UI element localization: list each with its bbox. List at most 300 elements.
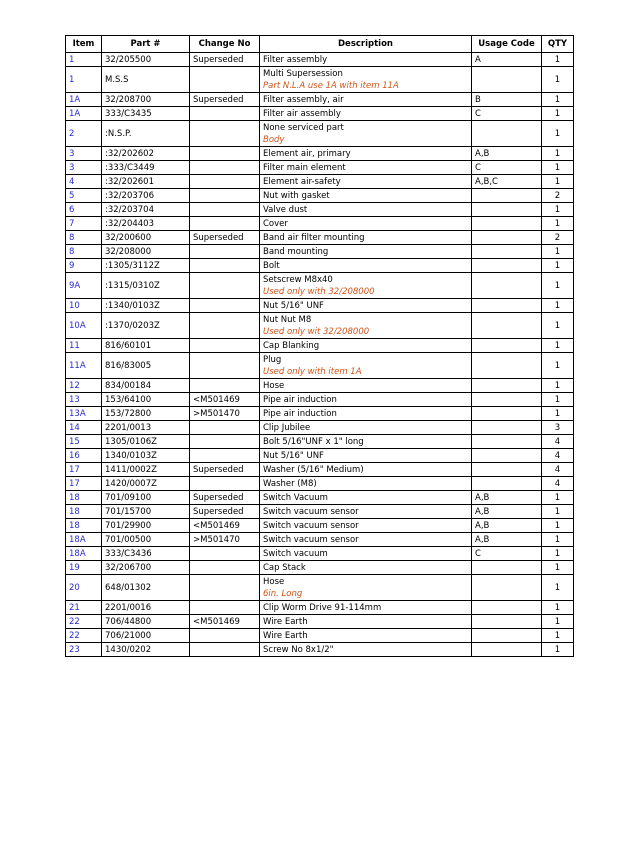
change-no-cell [190,299,260,313]
item-cell: 5 [66,189,102,203]
description-text: Wire Earth [263,616,308,627]
item-cell: 21 [66,601,102,615]
part-number-cell: 1340/0103Z [102,449,190,463]
qty-cell: 4 [542,477,574,491]
usage-code-cell: A,B [472,519,542,533]
qty-cell: 1 [542,407,574,421]
item-cell: 8 [66,231,102,245]
change-no-cell: >M501470 [190,533,260,547]
qty-cell: 1 [542,547,574,561]
table-row [66,407,574,421]
part-number-cell: :1315/0310Z [102,273,190,299]
qty-cell: 1 [542,519,574,533]
table-row [66,203,574,217]
description-cell [260,67,472,93]
change-no-cell: Superseded [190,491,260,505]
description-text: Pipe air induction [263,408,337,419]
change-no-cell [190,189,260,203]
usage-code-cell [472,189,542,203]
description-text: Plug [263,354,282,365]
table-row [66,121,574,147]
description-note: 6in. Long [263,588,303,599]
part-number-cell: :1370/0203Z [102,313,190,339]
description-cell [260,533,472,547]
description-cell [260,561,472,575]
usage-code-cell [472,393,542,407]
part-number-cell: 701/00500 [102,533,190,547]
description-cell [260,353,472,379]
table-row [66,421,574,435]
table-row [66,161,574,175]
usage-code-cell [472,217,542,231]
table-row [66,189,574,203]
usage-code-cell [472,477,542,491]
description-text: Nut 5/16" UNF [263,300,324,311]
part-number-cell: :32/202601 [102,175,190,189]
change-no-cell: Superseded [190,93,260,107]
item-cell: 18 [66,491,102,505]
part-number-cell: :1340/0103Z [102,299,190,313]
table-row [66,107,574,121]
description-cell [260,393,472,407]
usage-code-cell: A,B,C [472,175,542,189]
parts-table [65,35,574,657]
description-text: Pipe air induction [263,394,337,405]
table-row [66,505,574,519]
usage-code-cell [472,643,542,657]
qty-cell: 1 [542,53,574,67]
table-row [66,575,574,601]
usage-code-cell [472,379,542,393]
table-row [66,175,574,189]
change-no-cell [190,313,260,339]
qty-cell: 4 [542,435,574,449]
item-cell: 4 [66,175,102,189]
description-text: Clip Worm Drive 91-114mm [263,602,382,613]
part-number-cell: :32/203704 [102,203,190,217]
description-text: Valve dust [263,204,308,215]
change-no-cell: Superseded [190,505,260,519]
qty-cell: 1 [542,107,574,121]
description-text: Nut with gasket [263,190,330,201]
qty-cell: 1 [542,259,574,273]
description-text: Cap Blanking [263,340,320,351]
qty-cell: 1 [542,393,574,407]
header-item: Item [66,36,102,53]
item-cell: 11 [66,339,102,353]
qty-cell: 1 [542,491,574,505]
change-no-cell [190,421,260,435]
change-no-cell [190,161,260,175]
table-row [66,449,574,463]
item-cell: 1 [66,53,102,67]
description-cell [260,519,472,533]
description-text: Filter main element [263,162,346,173]
table-row [66,491,574,505]
qty-cell: 3 [542,421,574,435]
qty-cell: 1 [542,217,574,231]
item-cell: 19 [66,561,102,575]
part-number-cell: 701/15700 [102,505,190,519]
change-no-cell [190,561,260,575]
item-cell: 13A [66,407,102,421]
qty-cell: 1 [542,533,574,547]
description-cell [260,93,472,107]
description-cell [260,575,472,601]
description-text: Nut Nut M8 [263,314,312,325]
table-row [66,393,574,407]
usage-code-cell [472,313,542,339]
change-no-cell [190,259,260,273]
change-no-cell: >M501470 [190,407,260,421]
usage-code-cell [472,203,542,217]
item-cell: 6 [66,203,102,217]
part-number-cell: :N.S.P. [102,121,190,147]
part-number-cell: :333/C3449 [102,161,190,175]
usage-code-cell [472,575,542,601]
description-text: Band air filter mounting [263,232,365,243]
description-note: Used only with item 1A [263,366,362,377]
usage-code-cell [472,231,542,245]
usage-code-cell [472,121,542,147]
description-cell [260,339,472,353]
item-cell: 10A [66,313,102,339]
table-row [66,601,574,615]
change-no-cell [190,643,260,657]
part-number-cell: 1430/0202 [102,643,190,657]
part-number-cell: 153/72800 [102,407,190,421]
table-row [66,273,574,299]
description-note: Part N.L.A use 1A with item 11A [263,80,399,91]
description-cell [260,601,472,615]
header-usage: Usage Code [472,36,542,53]
table-row [66,547,574,561]
table-row [66,231,574,245]
description-cell [260,379,472,393]
item-cell: 15 [66,435,102,449]
item-cell: 17 [66,477,102,491]
part-number-cell: :32/203706 [102,189,190,203]
usage-code-cell: A,B [472,533,542,547]
item-cell: 17 [66,463,102,477]
part-number-cell: 701/29900 [102,519,190,533]
item-cell: 22 [66,629,102,643]
usage-code-cell: B [472,93,542,107]
description-text: None serviced part [263,122,344,133]
change-no-cell: Superseded [190,53,260,67]
table-row [66,561,574,575]
description-text: Cap Stack [263,562,306,573]
usage-code-cell [472,615,542,629]
item-cell: 11A [66,353,102,379]
usage-code-cell [472,435,542,449]
qty-cell: 1 [542,601,574,615]
usage-code-cell [472,601,542,615]
usage-code-cell [472,629,542,643]
item-cell: 9 [66,259,102,273]
description-text: Switch vacuum sensor [263,520,359,531]
change-no-cell [190,449,260,463]
description-cell [260,407,472,421]
part-number-cell: 816/83005 [102,353,190,379]
description-cell [260,273,472,299]
qty-cell: 1 [542,379,574,393]
description-text: Nut 5/16" UNF [263,450,324,461]
qty-cell: 1 [542,203,574,217]
description-note: Body [263,134,285,145]
table-row [66,259,574,273]
qty-cell: 4 [542,463,574,477]
item-cell: 18 [66,505,102,519]
part-number-cell: 1411/0002Z [102,463,190,477]
qty-cell: 1 [542,575,574,601]
item-cell: 10 [66,299,102,313]
description-cell [260,435,472,449]
table-row [66,629,574,643]
description-text: Switch Vacuum [263,492,328,503]
usage-code-cell [472,353,542,379]
table-row [66,339,574,353]
table-row [66,379,574,393]
description-cell [260,421,472,435]
change-no-cell: Superseded [190,463,260,477]
part-number-cell: 32/205500 [102,53,190,67]
header-description: Description [260,36,472,53]
description-cell [260,107,472,121]
table-row [66,53,574,67]
part-number-cell: M.S.S [102,67,190,93]
item-cell: 16 [66,449,102,463]
part-number-cell: :32/202602 [102,147,190,161]
qty-cell: 1 [542,93,574,107]
usage-code-cell: C [472,547,542,561]
item-cell: 12 [66,379,102,393]
description-cell [260,161,472,175]
description-cell [260,615,472,629]
change-no-cell [190,353,260,379]
change-no-cell [190,107,260,121]
usage-code-cell [472,67,542,93]
change-no-cell [190,477,260,491]
part-number-cell: 816/60101 [102,339,190,353]
qty-cell: 2 [542,189,574,203]
item-cell: 2 [66,121,102,147]
description-text: Filter air assembly [263,108,341,119]
item-cell: 18A [66,533,102,547]
usage-code-cell [472,245,542,259]
usage-code-cell: A [472,53,542,67]
item-cell: 9A [66,273,102,299]
usage-code-cell: A,B [472,491,542,505]
qty-cell: 1 [542,161,574,175]
description-text: Band mounting [263,246,329,257]
part-number-cell: 648/01302 [102,575,190,601]
change-no-cell [190,67,260,93]
part-number-cell: 2201/0013 [102,421,190,435]
table-row [66,643,574,657]
description-text: Hose [263,380,285,391]
qty-cell: 1 [542,121,574,147]
change-no-cell [190,379,260,393]
description-text: Filter assembly [263,54,328,65]
change-no-cell [190,601,260,615]
description-text: Bolt 5/16"UNF x 1" long [263,436,364,447]
description-cell [260,259,472,273]
part-number-cell: 32/208700 [102,93,190,107]
change-no-cell: <M501469 [190,519,260,533]
description-text: Bolt [263,260,280,271]
description-note: Used only with 32/208000 [263,286,375,297]
change-no-cell [190,245,260,259]
description-cell [260,491,472,505]
usage-code-cell [472,463,542,477]
qty-cell: 2 [542,231,574,245]
item-cell: 18 [66,519,102,533]
change-no-cell [190,203,260,217]
change-no-cell: <M501469 [190,393,260,407]
description-text: Multi Supersession [263,68,343,79]
description-text: Screw No 8x1/2" [263,644,334,655]
description-cell [260,643,472,657]
qty-cell: 1 [542,273,574,299]
description-text: Clip Jubilee [263,422,311,433]
table-row [66,299,574,313]
part-number-cell: 333/C3436 [102,547,190,561]
table-row [66,519,574,533]
change-no-cell [190,629,260,643]
item-cell: 1A [66,107,102,121]
table-row [66,217,574,231]
part-number-cell: :1305/3112Z [102,259,190,273]
qty-cell: 1 [542,505,574,519]
part-number-cell: 1420/0007Z [102,477,190,491]
qty-cell: 1 [542,147,574,161]
qty-cell: 1 [542,339,574,353]
table-row [66,93,574,107]
description-cell [260,217,472,231]
item-cell: 7 [66,217,102,231]
table-row [66,477,574,491]
item-cell: 13 [66,393,102,407]
part-number-cell: 1305/0106Z [102,435,190,449]
item-cell: 22 [66,615,102,629]
usage-code-cell: A,B [472,505,542,519]
description-cell [260,477,472,491]
table-row [66,245,574,259]
change-no-cell [190,547,260,561]
qty-cell: 1 [542,67,574,93]
description-text: Washer (5/16" Medium) [263,464,364,475]
usage-code-cell [472,561,542,575]
description-cell [260,53,472,67]
description-cell [260,203,472,217]
qty-cell: 4 [542,449,574,463]
header-row [66,36,574,53]
change-no-cell [190,575,260,601]
change-no-cell [190,339,260,353]
qty-cell: 1 [542,175,574,189]
item-cell: 3 [66,147,102,161]
usage-code-cell [472,407,542,421]
item-cell: 18A [66,547,102,561]
part-number-cell: 333/C3435 [102,107,190,121]
part-number-cell: 706/21000 [102,629,190,643]
table-row [66,67,574,93]
description-cell [260,175,472,189]
description-text: Element air-safety [263,176,341,187]
usage-code-cell [472,273,542,299]
part-number-cell: 701/09100 [102,491,190,505]
description-text: Cover [263,218,288,229]
usage-code-cell [472,299,542,313]
table-body [66,53,574,657]
item-cell: 20 [66,575,102,601]
description-cell [260,299,472,313]
item-cell: 1A [66,93,102,107]
description-cell [260,629,472,643]
description-text: Setscrew M8x40 [263,274,333,285]
description-note: Used only wit 32/208000 [263,326,370,337]
part-number-cell: 2201/0016 [102,601,190,615]
change-no-cell [190,217,260,231]
description-text: Hose [263,576,285,587]
part-number-cell: 32/208000 [102,245,190,259]
description-text: Switch vacuum sensor [263,534,359,545]
part-number-cell: 706/44800 [102,615,190,629]
description-text: Filter assembly, air [263,94,344,105]
usage-code-cell: C [472,107,542,121]
usage-code-cell: A,B [472,147,542,161]
table-row [66,463,574,477]
usage-code-cell [472,449,542,463]
change-no-cell [190,175,260,189]
table-row [66,615,574,629]
change-no-cell: Superseded [190,231,260,245]
part-number-cell: 153/64100 [102,393,190,407]
change-no-cell [190,147,260,161]
description-cell [260,313,472,339]
part-number-cell: 32/206700 [102,561,190,575]
change-no-cell [190,435,260,449]
change-no-cell [190,273,260,299]
description-cell [260,245,472,259]
qty-cell: 1 [542,629,574,643]
qty-cell: 1 [542,615,574,629]
part-number-cell: 834/00184 [102,379,190,393]
table-row [66,353,574,379]
item-cell: 3 [66,161,102,175]
usage-code-cell [472,339,542,353]
item-cell: 14 [66,421,102,435]
item-cell: 8 [66,245,102,259]
qty-cell: 1 [542,561,574,575]
description-text: Switch vacuum sensor [263,506,359,517]
description-cell [260,505,472,519]
qty-cell: 1 [542,643,574,657]
header-change: Change No [190,36,260,53]
header-qty: QTY [542,36,574,53]
part-number-cell: :32/204403 [102,217,190,231]
qty-cell: 1 [542,245,574,259]
item-cell: 23 [66,643,102,657]
table-row [66,435,574,449]
usage-code-cell [472,421,542,435]
description-cell [260,147,472,161]
qty-cell: 1 [542,299,574,313]
description-text: Wire Earth [263,630,308,641]
usage-code-cell: C [472,161,542,175]
description-text: Switch vacuum [263,548,328,559]
